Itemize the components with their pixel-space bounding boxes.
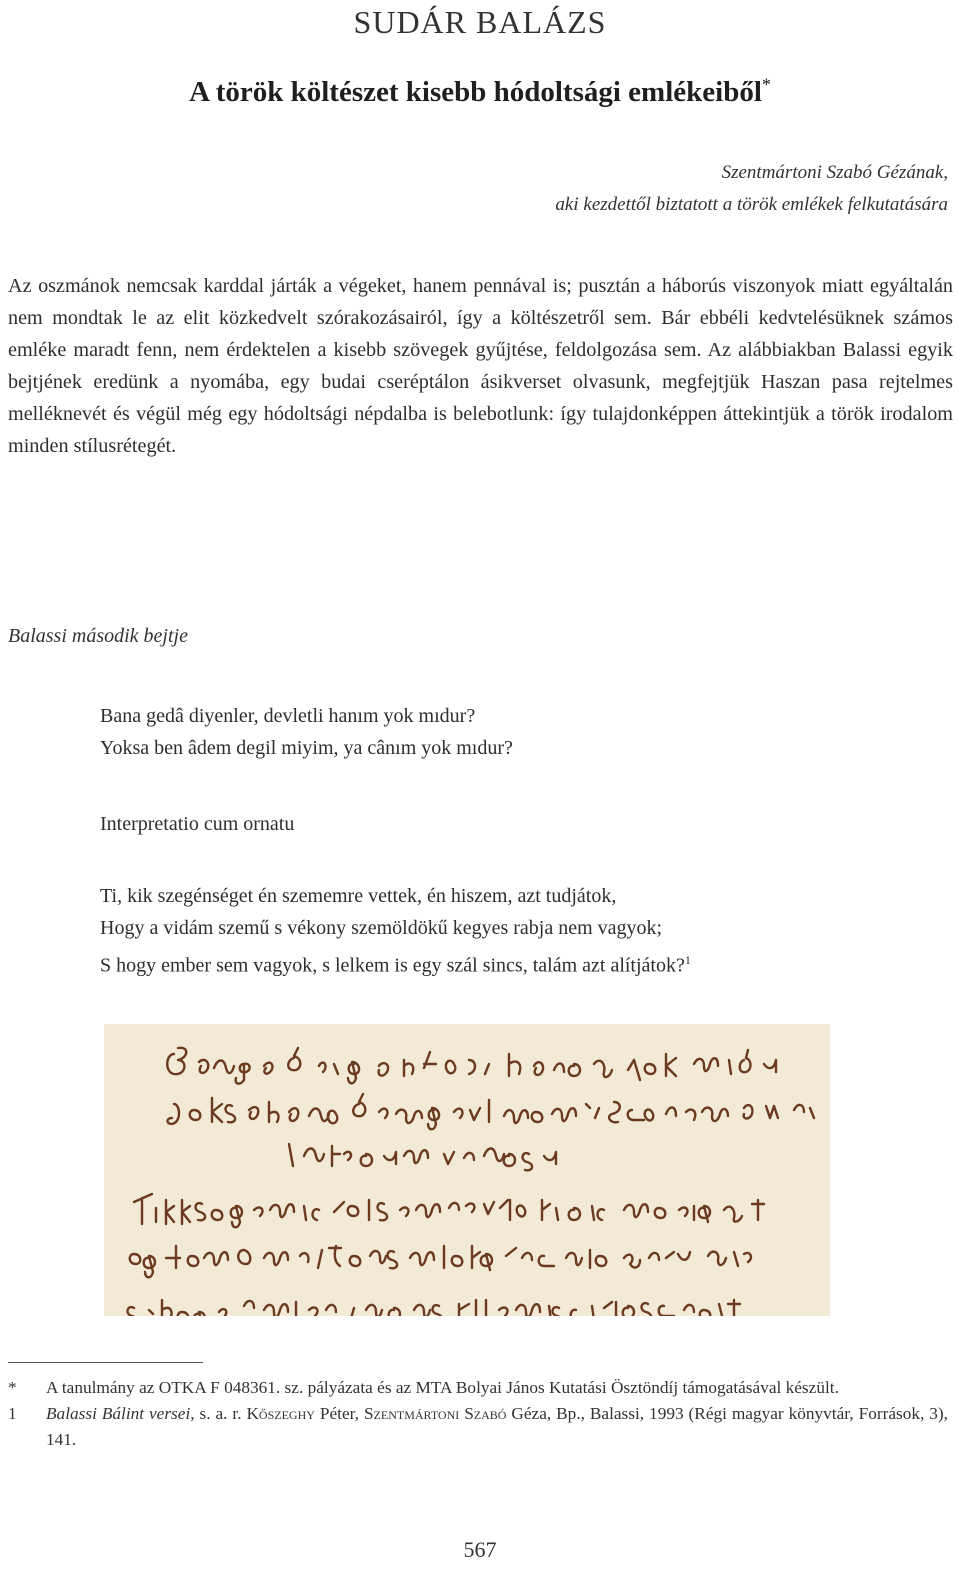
verse-turkish [100, 700, 940, 764]
article-title-text: A török költészet kisebb hódoltsági emlékeiből [189, 76, 762, 108]
footnotes [8, 1375, 948, 1453]
verse-line: S hogy ember sem vagyok, s lelkem is egy szál sincs, talám azt alítjátok?$^1$ [100, 953, 691, 977]
page-number: 567 [463, 1537, 497, 1562]
footnote-text: A tanulmány az OTKA F 048361. sz. pályázata és az MTA Bolyai János Kutatási Ösztöndíj támogatásával készült. [46, 1378, 839, 1397]
footnote-ref-1: 1 [684, 953, 691, 967]
dedication-line-1: Szentmártoni Szabó Gézának, [721, 162, 948, 183]
author-name: SUDÁR BALÁZS [353, 4, 607, 40]
article-title [0, 76, 960, 109]
body-paragraph: Az oszmánok nemcsak karddal járták a végeket, hanem pennával is; pusztán a háborús viszonyok miatt egyáltalán nem mondtak le az elit közkedvelt szórakozásairól, így a költészetről sem. Bár ebbéli kedvtelésüknek számos emléke maradt fenn, nem érdektelen a kisebb szövegek gyűjtése, feldolgozása sem. Az alábbiakban Balassi egyik bejtjének eredünk a nyomába, egy budai cseréptálon ásikverset olvasunk, megfejtjük Haszan pasa rejtelmes melléknevét és végül még egy hódoltsági népdalba is belebotlunk: így tulajdonképpen áttekintjük a török irodalom minden stílusrétegét. [8, 275, 953, 457]
manuscript-image [104, 1024, 830, 1316]
footnote-separator [8, 1362, 203, 1363]
manuscript-handwriting [104, 1024, 830, 1316]
footnote-star [8, 1375, 948, 1401]
footnote-editor: Szentmártoni Szabó [363, 1404, 507, 1423]
verse-line: Bana gedâ diyenler, devletli hanım yok mıdur? [100, 705, 476, 727]
verse-line: Yoksa ben âdem degil miyim, ya cânım yok mıdur? [100, 737, 513, 759]
footnote-editor: Kőszeghy [246, 1404, 315, 1423]
verse-hungarian [100, 880, 940, 982]
verse-line: Hogy a vidám szemű s vékony szemöldökű kegyes rabja nem vagyok; [100, 917, 663, 939]
footnote-mark: 1 [8, 1404, 17, 1423]
dedication-line-2: aki kezdettől biztatott a török emlékek felkutatására [555, 194, 948, 215]
footnote-book-title: Balassi Bálint versei, [46, 1404, 195, 1423]
footnote-1: 1 Balassi Bálint versei, s. a. r. Kőszeghy Péter, Szentmártoni Szabó Géza, Bp., Balassi, 1993 (Régi magyar könyvtár, Források, 3), 141. [8, 1401, 948, 1453]
verse-line: Ti, kik szegénséget én szememre vettek, én hiszem, azt tudjátok, [100, 885, 617, 907]
verse-interpretatio-label: Interpretatio cum ornatu [100, 813, 295, 835]
footnote-mark: * [8, 1378, 17, 1397]
title-footnote-mark: * [761, 74, 771, 95]
dedication [248, 157, 948, 221]
section-heading: Balassi második bejtje [8, 625, 188, 647]
